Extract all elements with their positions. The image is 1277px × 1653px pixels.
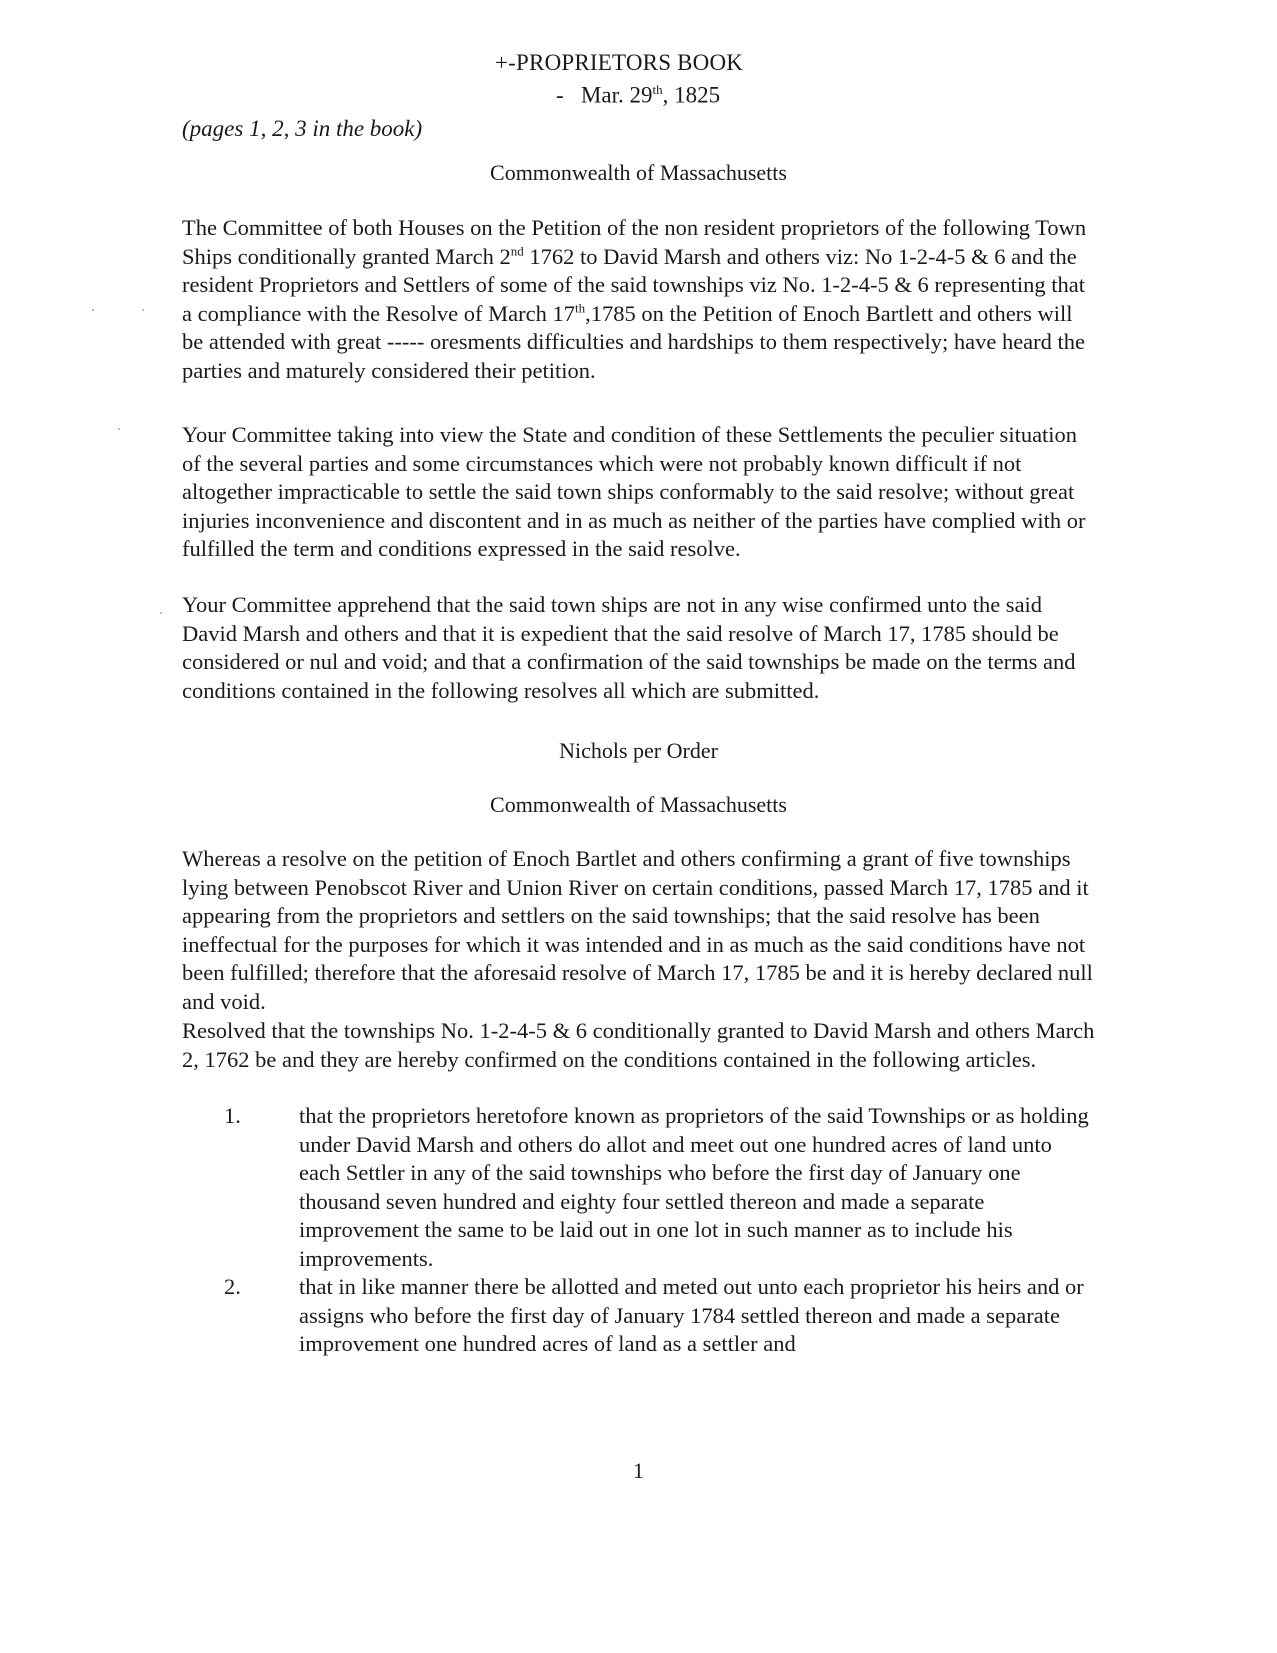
date-main: Mar. 29 — [580, 82, 653, 108]
committee-apprehend-paragraph: Your Committee apprehend that the said town ships are not in any wise confirmed unto the said David Marsh and others and that it is expedient that the said resolve of March 17, 1785 should be considered or nul and void; and that a confirmation of the said townships be made on the terms and conditions contained in the following resolves all which are submitted. — [182, 592, 1076, 703]
committee-paragraph-part2: 1762 to David Marsh and others viz: No 1-2-4-5 & 6 and the resident Proprietors and Settlers of some of the said townships viz No. 1-2-4-5 & 6 representing that a compliance with the Resolve of March 17 — [182, 243, 1085, 326]
article-item — [182, 1102, 1097, 1274]
ordinal-nd: nd — [510, 243, 524, 259]
date-year: , 1825 — [662, 82, 721, 108]
committee-view-paragraph: Your Committee taking into view the State and condition of these Settlements the peculier situation of the several parties and some circumstances which were not probably known difficult if not altogether impracticable to settle the said town ships conformably to the said resolve; without great injuries inconvenience and discontent and in as much as neither of the parties have complied with or fulfilled the term and conditions expressed in the said resolve. — [182, 422, 1086, 562]
ordinal-th: th — [575, 300, 586, 316]
date-ordinal: th — [652, 82, 663, 97]
committee-paragraph-part1: The Committee of both Houses on the Petition of the non resident proprietors of the following Town Ships conditionally granted March 2 — [182, 215, 1087, 269]
section2-heading: Commonwealth of Massachusetts — [490, 792, 787, 817]
scan-speck — [142, 309, 144, 311]
entry-date — [556, 82, 720, 109]
committee-paragraph-part3: ,1785 on the Petition of Enoch Bartlett and others will be attended with great ----- oresments difficulties and hardships to them respectively; have heard the parties and maturely considered their petition. — [182, 300, 1086, 383]
article-number: 2. — [224, 1274, 241, 1299]
book-title: +-PROPRIETORS BOOK — [495, 50, 744, 75]
pages-note: (pages 1, 2, 3 in the book) — [182, 116, 423, 141]
resolved-paragraph: Resolved that the townships No. 1-2-4-5 & 6 conditionally granted to David Marsh and others March 2, 1762 be and they are hereby confirmed on the conditions contained in the following articles. — [182, 1018, 1095, 1072]
scan-speck — [160, 612, 162, 614]
scan-speck — [92, 309, 94, 311]
signature-line: Nichols per Order — [559, 738, 718, 763]
date-dash: - — [556, 82, 564, 108]
article-item — [182, 1273, 1097, 1359]
whereas-paragraph: Whereas a resolve on the petition of Enoch Bartlet and others confirming a grant of five townships lying between Penobscot River and Union River on certain conditions, passed March 17, 1785 and it appearing from the proprietors and settlers on the said townships; that the said resolve has been ineffectual for the purposes for which it was intended and in as much as the said conditions have not been fulfilled; therefore that the aforesaid resolve of March 17, 1785 be and it is hereby declared null and void. — [182, 846, 1093, 1014]
section1-heading: Commonwealth of Massachusetts — [490, 160, 787, 185]
page-number: 1 — [633, 1458, 644, 1483]
committee-paragraph — [182, 214, 1097, 386]
article-text: that in like manner there be allotted and meted out unto each proprietor his heirs and or assigns who before the first day of January 1784 settled thereon and made a separate improvement one hundred acres of land as a settler and — [299, 1274, 1084, 1357]
article-text: that the proprietors heretofore known as proprietors of the said Townships or as holding under David Marsh and others do allot and meet out one hundred acres of land unto each Settler in any of the said townships who before the first day of January one thousand seven hundred and eighty four settled thereon and made a separate improvement the same to be laid out in one lot in such manner as to include his improvements. — [299, 1103, 1089, 1271]
article-number: 1. — [224, 1103, 241, 1128]
scan-speck — [118, 428, 120, 430]
